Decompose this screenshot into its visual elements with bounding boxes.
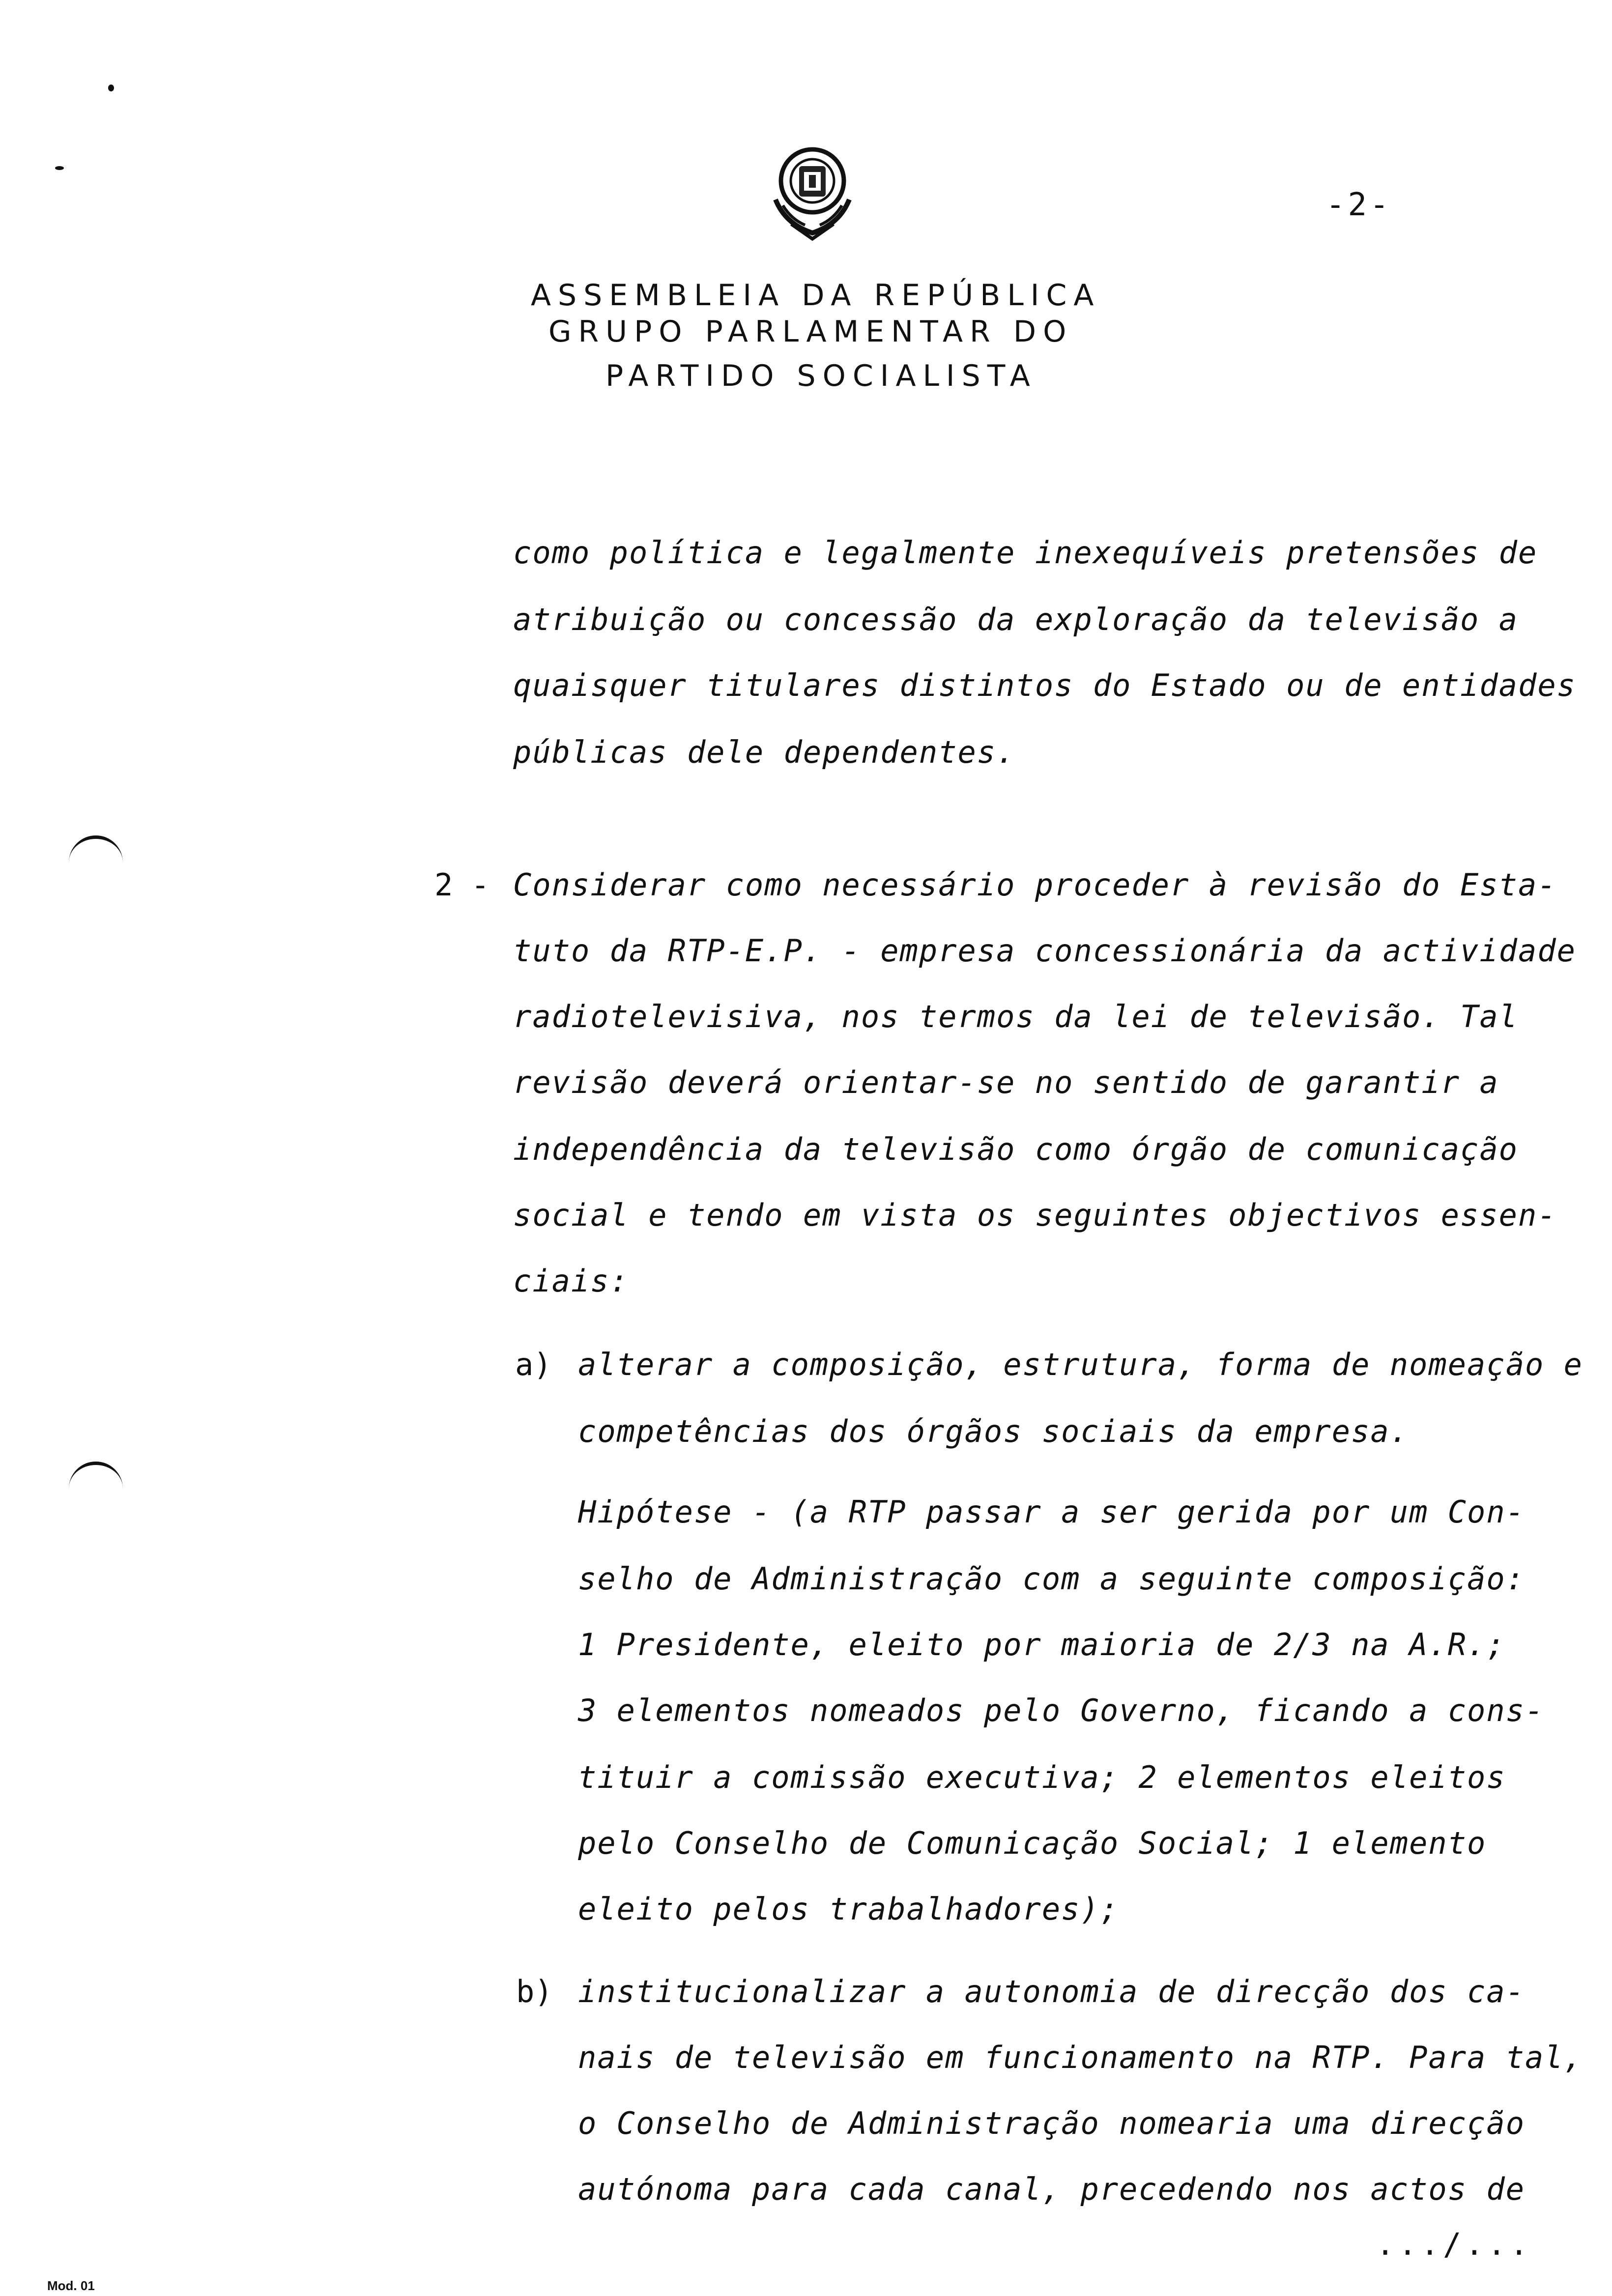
item2-line: ciais: [513,1263,629,1299]
continuation-mark: .../... [1376,2226,1532,2262]
item2-line: revisão deverá orientar-se no sentido de garantir a [513,1064,1499,1100]
hypothesis-line: Hipótese - (a RTP passar a ser gerida por um Con- [578,1494,1526,1530]
item-b-line: autónoma para cada canal, precedendo nos actos de [578,2171,1526,2207]
item-b-marker: b) [516,1974,553,2009]
form-code: Mod. 01 [47,2278,95,2293]
item2-line: Considerar como necessário proceder à revisão do Esta- [513,867,1557,903]
hypothesis-line: tituir a comissão executiva; 2 elementos eleitos [578,1759,1506,1795]
item-b-line: o Conselho de Administração nomearia uma direcção [578,2105,1526,2141]
punch-hole-mark-bottom [69,1462,123,1499]
paragraph1-line: quaisquer titulares distintos do Estado ou de entidades [513,667,1576,703]
item-b-line: institucionalizar a autonomia de direcção dos ca- [578,1974,1526,2009]
item2-line: independência da televisão como órgão de comunicação [513,1131,1519,1167]
hypothesis-line: eleito pelos trabalhadores); [578,1891,1120,1927]
paragraph1-line: como política e legalmente inexequíveis pretensões de [513,535,1538,571]
item-a-line: alterar a composição, estrutura, forma de nomeação e [578,1347,1583,1382]
header-line-assembly: ASSEMBLEIA DA REPÚBLICA [531,278,1101,313]
item-a-marker: a) [515,1347,552,1382]
hypothesis-line: selho de Administração com a seguinte composição: [578,1561,1526,1597]
item2-line: social e tendo em vista os seguintes objectivos essen- [513,1197,1557,1233]
item-a-line: competências dos órgãos sociais da empresa. [578,1413,1410,1449]
item2-marker: 2 - [434,867,489,903]
page-number: -2- [1326,187,1392,223]
paragraph1-line: atribuição ou concessão da exploração da televisão a [513,602,1519,637]
hypothesis-line: 3 elementos nomeados pelo Governo, ficando a cons- [578,1693,1545,1728]
item2-line: radiotelevisiva, nos termos da lei de televisão. Tal [513,999,1519,1034]
paragraph1-line: públicas dele dependentes. [513,734,1016,770]
punch-hole-mark-top [69,835,123,873]
speck-mark [108,85,114,91]
hypothesis-line: pelo Conselho de Comunicação Social; 1 elemento [578,1825,1487,1861]
item2-line: tuto da RTP-E.P. - empresa concessionária da actividade [513,933,1576,969]
header-line-group: GRUPO PARLAMENTAR DO [548,315,1073,349]
header-line-party: PARTIDO SOCIALISTA [605,359,1037,393]
hypothesis-line: 1 Presidente, eleito por maioria de 2/3 na A.R.; [578,1627,1506,1663]
item-b-line: nais de televisão em funcionamento na RTP. Para tal, [578,2039,1583,2075]
coat-of-arms-icon [761,141,864,244]
speck-mark [55,166,64,170]
